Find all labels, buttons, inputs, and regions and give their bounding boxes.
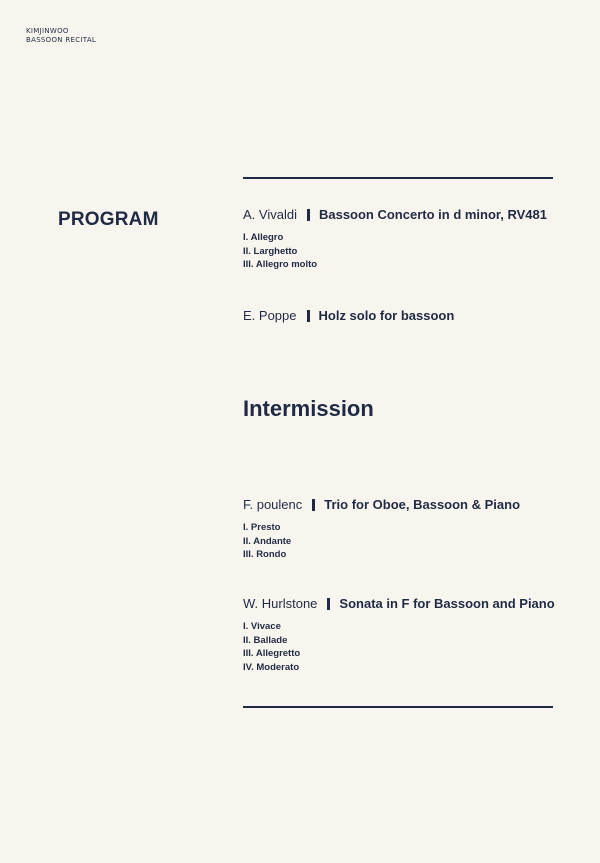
movement-item: I. Allegro (243, 232, 284, 243)
bottom-divider (243, 706, 553, 708)
movement-item: II. Andante (243, 535, 292, 547)
piece-header (243, 207, 547, 223)
movement-item: IV. Moderato (243, 661, 300, 673)
composer-name: W. Hurlstone (243, 596, 318, 611)
work-title: Sonata in F for Bassoon and Piano (339, 596, 555, 611)
work-title: Bassoon Concerto in d minor, RV481 (318, 207, 548, 222)
separator-bar (312, 499, 315, 511)
piece-header (243, 596, 555, 612)
brand-name: KIMJINWOO (26, 27, 69, 35)
movement-list (243, 231, 547, 272)
piece-header (243, 308, 454, 324)
movement-list (243, 620, 555, 674)
brand-subtitle: BASSOON RECITAL (26, 36, 97, 44)
separator-bar (327, 598, 330, 610)
movement-list (243, 521, 520, 562)
movement-item: III. Allegro molto (243, 259, 318, 270)
intermission-heading: Intermission (243, 396, 374, 421)
program-piece-poulenc (243, 497, 520, 562)
movement-item: I. Vivace (243, 621, 281, 632)
top-divider (243, 177, 553, 179)
separator-bar (307, 310, 310, 322)
program-piece-vivaldi (243, 207, 547, 272)
composer-name: A. Vivaldi (243, 207, 297, 222)
separator-bar (307, 209, 310, 221)
movement-item: I. Presto (243, 522, 281, 533)
program-heading: PROGRAM (58, 209, 159, 230)
work-title: Holz solo for bassoon (318, 308, 455, 323)
movement-item: III. Allegretto (243, 648, 301, 659)
composer-name: E. Poppe (243, 308, 297, 323)
movement-item: III. Rondo (243, 549, 287, 560)
recital-brand (26, 27, 96, 45)
movement-item: II. Ballade (243, 634, 288, 646)
piece-header (243, 497, 520, 513)
program-piece-hurlstone (243, 596, 555, 674)
program-piece-poppe (243, 308, 454, 324)
work-title: Trio for Oboe, Bassoon & Piano (324, 497, 521, 512)
composer-name: F. poulenc (243, 497, 303, 512)
movement-item: II. Larghetto (243, 245, 298, 257)
